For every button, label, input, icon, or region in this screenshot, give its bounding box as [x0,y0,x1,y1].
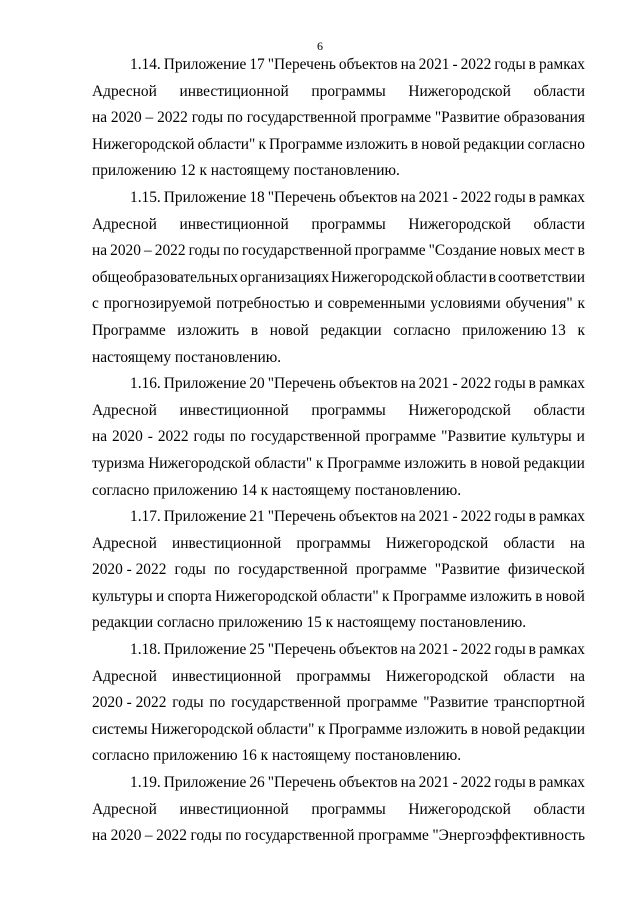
word: Адресной [92,667,157,685]
word: согласно [393,321,451,339]
word: государственной [242,242,352,260]
word: государственной [231,694,341,712]
word: образования [503,109,585,127]
word: 2021 [418,508,450,526]
word: 21 [249,508,265,526]
word: в [528,375,536,393]
word: Приложение [163,375,247,393]
word: изложить [404,454,467,472]
word: Нижегородской [408,800,511,818]
word: области [533,82,585,100]
word: в [470,720,479,738]
word: годы [494,56,526,73]
word: с [92,295,99,313]
word: Адресной [92,215,157,233]
word: по [225,827,242,845]
word: Программе [269,135,343,153]
word: области [533,215,585,233]
word: Приложение [163,56,247,73]
word: инвестиционной [179,800,289,818]
word: 2022 [460,188,492,206]
word: редакции [463,135,525,153]
word: 1.18. [130,641,161,659]
word: - [452,375,458,393]
word: 2021 [418,188,450,206]
word: "Энергоэффективность [432,827,585,845]
word: физической [507,561,585,579]
word: - [452,188,458,206]
word: транспортной [494,694,585,712]
word: согласно [527,135,585,153]
word: инвестиционной [171,534,282,552]
word: объектов [338,188,398,206]
word: на [400,375,416,393]
word: организациях [239,268,330,286]
word: программе [354,242,426,260]
word: Нижегородской [385,667,489,685]
word: 26 [249,774,265,792]
word: инвестиционной [179,215,289,233]
word: области [503,534,555,552]
word: изложить [469,587,532,605]
text-line: согласно приложению 14 к настоящему постановлению. [92,481,462,499]
text-line: настоящему постановлению. [92,348,282,366]
word: "Перечень [267,56,336,73]
text-line [92,823,585,850]
text-line [92,212,585,239]
word: изложить [405,720,468,738]
word: культуры [511,428,572,446]
word: спорта [167,587,212,605]
word: Нижегородской [408,82,511,100]
text-line [92,371,585,398]
word: программе [360,109,432,127]
word: 1.14. [130,56,161,73]
word: области" [254,454,313,472]
word: объектов [338,774,398,792]
word: на [400,641,416,659]
word: программе [365,428,437,446]
word: по [229,428,246,446]
word: Нижегородской [408,215,511,233]
word: культуры [92,587,153,605]
word: – [143,242,152,260]
word: на [92,827,108,845]
word: системы [92,720,148,738]
word: программе [355,561,427,579]
word: на [569,534,585,552]
word: Нижегородской [215,587,318,605]
word: 2022 [157,109,188,127]
word: на [400,508,416,526]
text-line [92,717,585,744]
word: инвестиционной [179,401,289,419]
text-line [92,531,585,558]
word: и [314,295,323,313]
word: на [400,774,416,792]
word: годы [191,109,224,127]
word: Приложение [163,508,247,526]
word: – [144,827,153,845]
word: на [92,428,108,446]
word: рамках [538,508,585,526]
text-line: приложению 12 к настоящему постановлению. [92,162,400,180]
word: области" [197,135,256,153]
word: новых [499,242,541,260]
word: общеобразовательных [92,268,238,286]
word: 1.16. [130,375,161,393]
word: в [410,135,419,153]
text-line [92,398,585,425]
word: "Перечень [267,774,336,792]
word: 20 [249,375,265,393]
word: государственной [244,827,355,845]
word: новой [421,135,461,153]
word: годы [188,242,220,260]
word: 2022 [157,428,189,446]
word: области [533,800,585,818]
word: области" [256,720,315,738]
text-line [92,79,585,106]
word: по [226,109,243,127]
paragraph [92,52,585,185]
word: "Развитие [434,109,500,127]
word: Адресной [92,534,157,552]
word: 2020 [110,242,141,260]
word: "Развитие [423,694,489,712]
word: программы [311,401,386,419]
word: 2022 [460,641,492,659]
word: государственной [246,109,357,127]
word: годы [494,508,526,526]
word: программы [311,800,386,818]
word: Нижегородской [148,454,251,472]
word: "Перечень [267,641,336,659]
word: Нижегородской [92,135,195,153]
word: годы [494,188,526,206]
word: новой [480,454,521,472]
word: 1.17. [130,508,161,526]
word: на [400,188,416,206]
word: изложить [177,321,240,339]
word: редакции [523,720,585,738]
word: области [435,268,487,286]
word: новой [481,720,521,738]
word: инвестиционной [171,667,282,685]
word: годы [174,561,206,579]
word: - [452,56,458,73]
word: к [317,720,326,738]
word: 2022 [460,508,492,526]
word: на [92,242,108,260]
word: Нижегородской [331,268,434,286]
text-line [92,451,585,478]
document-body [92,52,585,850]
word: потребностью [216,295,310,313]
text-line [92,52,585,79]
word: редакции [523,454,585,472]
word: в [250,321,259,339]
word: Адресной [92,800,157,818]
word: в [528,641,536,659]
text-line [92,132,585,159]
word: 2020 [110,109,142,127]
word: рамках [538,641,585,659]
word: в [528,508,536,526]
word: годы [494,774,526,792]
word: в [528,774,536,792]
word: к [577,321,585,339]
word: программы [311,215,386,233]
word: программы [296,534,371,552]
word: 2020 [110,827,142,845]
word: по [214,561,230,579]
word: прогнозируемой [103,295,212,313]
word: в [470,454,478,472]
word: - [147,428,153,446]
word: "Создание [428,242,497,260]
word: на [400,56,416,73]
word: обучения" [505,295,573,313]
text-line [92,424,585,451]
word: Нижегородской [150,720,254,738]
word: программе [358,827,429,845]
word: годы [190,827,222,845]
word: годы [494,375,526,393]
text-line [92,770,585,797]
word: редакции [320,321,382,339]
word: "Перечень [267,508,336,526]
word: по [223,242,239,260]
word: 2020 [112,428,143,446]
word: Программе [392,587,467,605]
word: области" [320,587,379,605]
word: 2020 - 2022 [92,561,167,579]
word: программе [346,694,418,712]
text-line [92,504,585,531]
word: объектов [338,508,398,526]
text-line [92,557,585,584]
text-line [92,291,585,318]
text-line [92,637,585,664]
word: Адресной [92,401,157,419]
word: программы [311,82,386,100]
word: 2020 - 2022 [92,694,167,712]
word: к [258,135,266,153]
word: соответствии [497,268,585,286]
word: Приложение [163,188,247,206]
word: в [535,587,543,605]
word: 2022 [154,242,186,260]
word: 25 [249,641,265,659]
word: объектов [338,56,398,73]
word: условиями [430,295,501,313]
word: 2022 [156,827,187,845]
word: рамках [538,375,585,393]
word: годы [172,694,204,712]
word: объектов [338,375,398,393]
text-line [92,318,585,345]
word: 18 [249,188,265,206]
word: изложить [345,135,408,153]
word: Программе [327,454,401,472]
word: на [569,667,585,685]
word: и [576,428,585,446]
paragraph [92,770,585,850]
word: годы [494,641,526,659]
text-line: редакции согласно приложению 15 к настоящему постановлению. [92,614,527,632]
word: по [209,694,226,712]
word: "Перечень [267,188,336,206]
paragraph [92,504,585,637]
word: рамках [538,56,585,73]
text-line [92,105,585,132]
word: государственной [238,561,348,579]
word: – [145,109,154,127]
text-line [92,238,585,265]
word: Нижегородской [408,401,511,419]
word: "Развитие [441,428,507,446]
word: в [528,188,536,206]
paragraph [92,637,585,770]
word: - [452,641,458,659]
word: к [382,587,390,605]
word: 2021 [418,56,450,73]
word: - [452,508,458,526]
word: государственной [250,428,361,446]
word: Адресной [92,82,157,100]
text-line [92,664,585,691]
word: мест [544,242,575,260]
word: Нижегородской [385,534,489,552]
page-number: 6 [317,39,323,53]
word: туризма [92,454,145,472]
word: в [577,242,585,260]
word: годы [193,428,225,446]
word: Программе [92,321,166,339]
word: рамках [538,188,585,206]
paragraph [92,185,585,371]
word: в [528,56,536,73]
word: 2022 [460,375,492,393]
word: "Перечень [267,375,336,393]
word: "Развитие [434,561,500,579]
word: новой [269,321,309,339]
word: области [503,667,555,685]
word: к [577,295,585,313]
word: области [533,401,585,419]
word: 2022 [460,56,492,73]
word: 1.15. [130,188,161,206]
text-line [92,690,585,717]
word: Приложение [163,774,247,792]
text-line [92,265,585,292]
word: - [452,774,458,792]
word: 17 [249,56,265,73]
word: 2022 [460,774,492,792]
word: программы [296,667,371,685]
text-line: согласно приложению 16 к настоящему постановлению. [92,747,462,765]
word: к [315,454,324,472]
word: 2021 [418,375,450,393]
word: 2021 [418,641,450,659]
text-line [92,584,585,611]
word: и [156,587,165,605]
word: в [488,268,497,286]
word: 1.19. [130,774,161,792]
word: 2021 [418,774,450,792]
word: Приложение [163,641,247,659]
word: объектов [338,641,398,659]
word: новой [545,587,585,605]
word: на [92,109,108,127]
word: современными [327,295,426,313]
paragraph [92,371,585,504]
word: рамках [538,774,585,792]
text-line [92,797,585,824]
word: Программе [328,720,403,738]
text-line [92,185,585,212]
word: инвестиционной [179,82,289,100]
word: приложению 13 [462,321,566,339]
